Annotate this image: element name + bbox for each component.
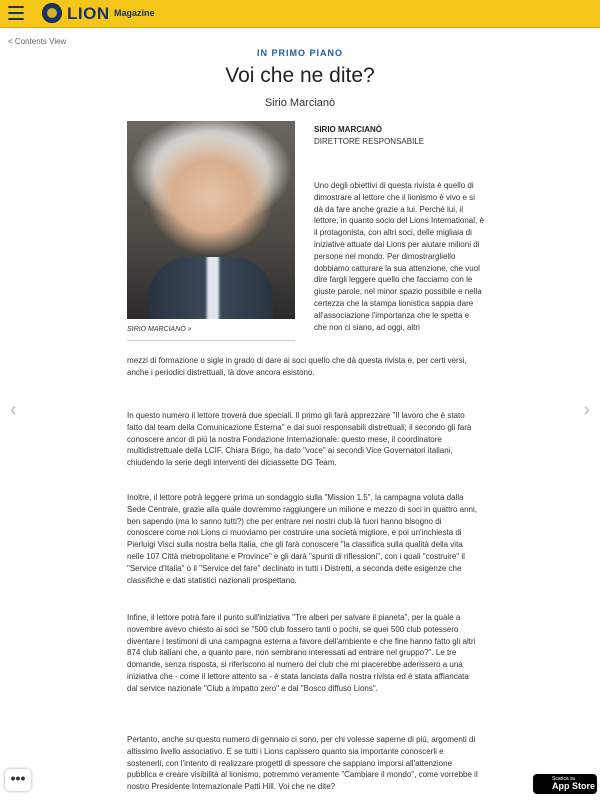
brand-title: LION	[67, 4, 110, 23]
hamburger-menu-icon[interactable]	[8, 6, 24, 20]
chevron-left-icon[interactable]: ‹	[10, 399, 17, 421]
article-title: Voi che ne dite?	[225, 64, 375, 87]
more-options-button[interactable]: •••	[5, 769, 31, 791]
article-author: Sirio Marcianò	[264, 97, 336, 109]
paragraph: In questo numero il lettore troverà due speciali. Il primo gli farà apprezzare "Il lavoro che è stato fatto dal team della Comunicazione Esterna" e dai suoi responsabili distrettuali; il secondo gli farà conoscere ancor di più la nostra Fondazione Internazionale: questo mese, il coordinatore multidistrettuale della LCIF, Chiara Brigo, ha dato "voce" ai secondi Vice Governatori italiani, chiudendo la serie degli interventi dei diciassette DG Team.	[127, 411, 472, 468]
lions-logo-icon	[42, 3, 62, 23]
appstore-small-label: Scarica su	[552, 776, 576, 782]
author-photo	[127, 121, 295, 319]
chevron-right-icon[interactable]: ›	[583, 399, 590, 421]
paragraph: Inoltre, il lettore potrà leggere prima un sondaggio sulla "Mission 1.5", la campagna voluta dalla Sede Centrale, grazie alla quale dovremmo raggiungere un milione e mezzo di soci in quattro anni, ben sapendo (ma lo sanno tutti?) che per entrare nei nostri club là fuori hanno bisogno di conoscere come noi Lions ci muoviamo per costruire una società migliore, e poi un'inchiesta di Pierluigi Visci sulla nostra bella Italia, che gli farà conoscere "la classifica sulla qualità della vita nelle 107 Città metropolitane e Province" e gli darà "spunti di riflessioni", con i quali "costruire" il "Service d'Italia" o il "Service del fare" declinato in tutti i Distretti, a seconda delle esigenze che classifiche e dati statistici nazionali prospettano.	[127, 493, 477, 585]
brand-subtitle: Magazine	[114, 8, 155, 18]
section-kicker: IN PRIMO PIANO	[256, 48, 343, 58]
app-store-badge[interactable]	[533, 774, 597, 794]
appstore-big-label: App Store	[552, 781, 596, 791]
side-author-name: SIRIO MARCIANÒ	[314, 125, 382, 134]
side-author-role: DIRETTORE RESPONSABILE	[314, 137, 425, 146]
contents-view-link[interactable]: < Contents View	[8, 37, 67, 46]
paragraph-continuation: mezzi di formazione o sigle in grado di dare ai soci quello che dà questa rivista e, per certi versi, anche i periodici distrettuali, là dove ancora esistono.	[127, 356, 467, 377]
top-bar	[0, 0, 600, 28]
paragraph: Pertanto, anche su questo numero di gennaio ci sono, per chi volesse saperne di più, argomenti di altissimo livello associativo. E se tutti i Lions capissero quanto sia importante conoscerli e sostenerli, con l'intento di realizzare progetti di spessore che sappiano imporsi all'attenzione pubblica e creare visibilità al lionismo, potremmo veramente "Cambiare il mondo", come vorrebbe il nostro Presidente Internazionale Patti Hill. Voi che ne dite?	[127, 735, 478, 792]
column-paragraph: Uno degli obiettivi di questa rivista è quello di dimostrare al lettore che il lionismo è vivo e si dà da fare anche grazie a lui. Perché lui, il lettore, in quanto socio del Lions International, è il protagonista, con altri soci, delle migliaia di iniziative attuate dai Lions per aiutare milioni di persone nel mondo. Per dimostrargliello dobbiamo catturare la sua attenzione, che vuol dire fargli leggere quello che facciamo con le giuste parole, nel minor spazio possibile e nella certezza che la stampa lionistica sappia dare all'associazione l'importanza che le spetta e che non ci siano, ad oggi, altri	[314, 181, 484, 332]
photo-caption[interactable]: SIRIO MARCIANÒ »	[127, 326, 192, 333]
caption-divider	[127, 340, 295, 341]
paragraph: Infine, il lettore potrà fare il punto sull'iniziativa "Tre alberi per salvare il pianeta", per la quale a novembre avevo chiesto ai soci se "500 club fossero tanti o pochi, se quei 500 club potessero diventare i testimoni di una campagna esterna a favore dell'ambiente e che fine hanno fatto gli altri 874 club italiani che, a quanto pare, non sembrano interessati ad entrare nel gruppo?". Le tre domande, senza risposta, si riferiscono al numero dei club che mi piacerebbe aderissero a una iniziativa che - come il lettore attento sa - è stata lanciata dalla nostra rivista ed è stata affiancata dal service nazionale "Club a impatto zero" e dal "Bosco diffuso Lions".	[127, 613, 476, 693]
